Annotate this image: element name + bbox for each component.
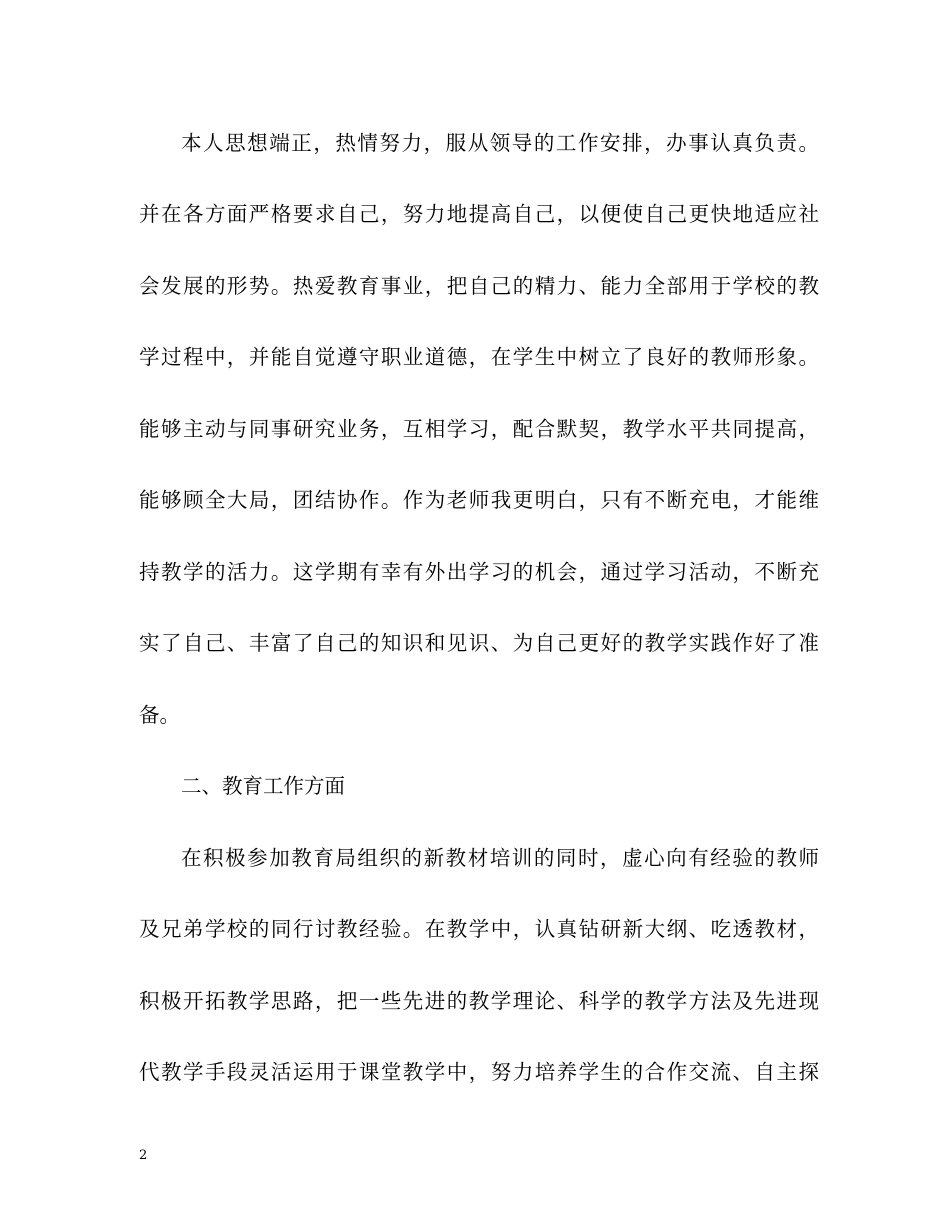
section-heading: 二、教育工作方面 bbox=[181, 774, 345, 798]
paragraph-line: 及兄弟学校的同行讨教经验。在教学中，认真钻研新大纲、吃透教材， bbox=[139, 917, 819, 941]
paragraph-line: 积极开拓教学思路，把一些先进的教学理论、科学的教学方法及先进现 bbox=[139, 989, 819, 1013]
paragraph-line: 学过程中，并能自觉遵守职业道德，在学生中树立了良好的教师形象。 bbox=[139, 345, 819, 369]
paragraph-line: 持教学的活力。这学期有幸有外出学习的机会，通过学习活动，不断充 bbox=[139, 560, 819, 584]
paragraph-line: 在积极参加教育局组织的新教材培训的同时，虚心向有经验的教师 bbox=[181, 846, 819, 870]
page-number: 2 bbox=[139, 1148, 148, 1163]
paragraph-line: 本人思想端正，热情努力，服从领导的工作安排，办事认真负责。 bbox=[181, 131, 819, 155]
paragraph-line: 能够顾全大局，团结协作。作为老师我更明白，只有不断充电，才能维 bbox=[139, 488, 819, 512]
paragraph-line: 会发展的形势。热爱教育事业，把自己的精力、能力全部用于学校的教 bbox=[139, 274, 819, 298]
paragraph-line: 代教学手段灵活运用于课堂教学中，努力培养学生的合作交流、自主探 bbox=[139, 1060, 819, 1084]
paragraph-line: 能够主动与同事研究业务，互相学习，配合默契，教学水平共同提高， bbox=[139, 417, 819, 441]
paragraph-line: 备。 bbox=[139, 703, 180, 727]
paragraph-line: 并在各方面严格要求自己，努力地提高自己，以便使自己更快地适应社 bbox=[139, 202, 819, 226]
paragraph-line: 实了自己、丰富了自己的知识和见识、为自己更好的教学实践作好了准 bbox=[139, 631, 819, 655]
